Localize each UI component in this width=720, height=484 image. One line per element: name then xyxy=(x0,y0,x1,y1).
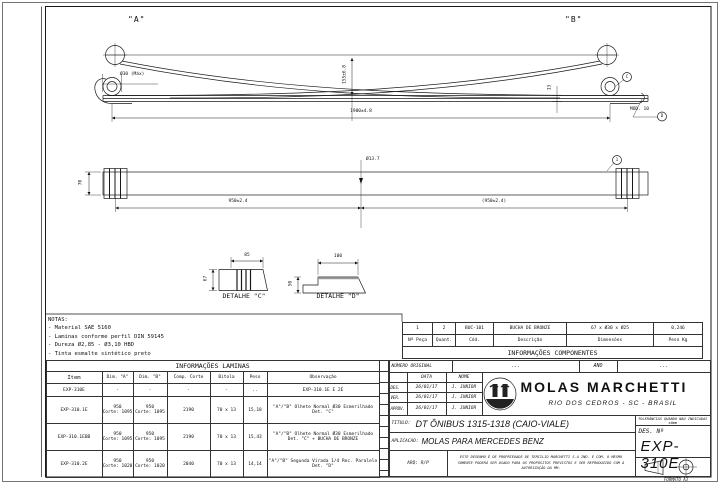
sign-name: J. JUNIOR xyxy=(446,392,483,403)
laminas-header: Peso xyxy=(243,372,267,384)
numero-original-value: ... xyxy=(452,360,580,373)
laminas-row xyxy=(46,397,379,424)
laminas-header: Comp. Corte xyxy=(167,372,210,384)
view-label-a: "A" xyxy=(128,15,146,24)
ano-value: ... xyxy=(617,360,712,373)
laminas-table-title: INFORMAÇÕES LAMINAS xyxy=(46,361,379,372)
laminas-header: Bitola xyxy=(210,372,243,384)
detail-c-view xyxy=(209,257,268,291)
sign-data-header: DATA xyxy=(407,372,447,383)
detail-d-width-dim: 100 xyxy=(333,254,343,259)
projection-cell xyxy=(635,457,712,477)
comp-header: Descrição xyxy=(494,335,567,347)
aplicacao-cell xyxy=(389,432,636,451)
mod-label: MOD. 10 xyxy=(630,107,649,112)
laminas-header: Dim. "A" xyxy=(102,372,133,384)
comp-quant: 2 xyxy=(433,323,456,335)
sign-date: 26/01/17 xyxy=(407,402,447,416)
plan-view xyxy=(85,156,648,229)
formato-label: FORMATO A3 xyxy=(664,476,689,482)
cell-dim-a: 950 Corte: 1095 xyxy=(102,397,133,424)
dim-thickness: 13 xyxy=(547,84,553,91)
titulo-label: TITULO: xyxy=(391,421,411,426)
laminas-header: Item xyxy=(46,372,102,384)
laminas-header: Observação xyxy=(267,372,379,384)
balloon-c: C xyxy=(625,73,629,79)
sign-date: 26/01/17 xyxy=(407,392,447,403)
laminas-table xyxy=(46,360,380,478)
detail-c-height-dim: 67 xyxy=(203,275,209,282)
revision-strip xyxy=(379,360,389,477)
cell-comp: 2190 xyxy=(167,424,210,451)
notes-title: NOTAS: xyxy=(48,317,68,323)
laminas-row xyxy=(46,424,379,451)
detail-d-view xyxy=(294,259,366,293)
laminas-title-row xyxy=(46,361,379,372)
arq-cell: ARQ: R/P xyxy=(389,450,448,477)
cell-dim-b: - xyxy=(133,384,167,397)
dim-center-hole: Ø13.7 xyxy=(366,157,380,162)
laminas-row xyxy=(46,451,379,478)
company-name: MOLAS MARCHETTI xyxy=(520,379,688,395)
cell-comp: 2190 xyxy=(167,397,210,424)
sign-role: DES. xyxy=(389,382,408,393)
des-n-value: EXP-310E xyxy=(640,438,680,472)
title-block xyxy=(389,360,712,477)
comp-cod: BUC-101 xyxy=(456,323,494,335)
balloon-d: D xyxy=(660,113,664,118)
comp-npeca: 1 xyxy=(403,323,433,335)
dim-camber: 155±6.8 xyxy=(342,64,348,84)
detail-c-label: DETALHE "C" xyxy=(222,292,266,300)
aplicacao-value: MOLAS PARA MERCEDES BENZ xyxy=(421,437,544,446)
company-cell xyxy=(482,372,712,416)
cell-dim-b: 950 Corte: 1095 xyxy=(133,397,167,424)
laminas-header-row xyxy=(46,372,379,384)
cell-item: EXP-310.1EBB xyxy=(46,424,102,451)
comp-header: Quant. xyxy=(433,335,456,347)
cell-peso: 15,43 xyxy=(243,424,267,451)
view-label-b: "B" xyxy=(565,15,583,24)
titulo-value: DT ÔNIBUS 1315-1318 (CAIO-VIALE) xyxy=(415,419,570,429)
cell-item: EXP-310.1E xyxy=(46,397,102,424)
comp-header: Nº Peça xyxy=(403,335,433,347)
cell-item: EXP-310.2E xyxy=(46,451,102,478)
components-row-headers xyxy=(403,335,703,347)
detail-d-height-dim: 50 xyxy=(288,280,294,287)
cell-obs: "A"/"B" Olhete Normal Ø30 Esmerilhado Det. "C" xyxy=(267,397,379,424)
components-table xyxy=(402,322,703,359)
des-n-cell xyxy=(635,425,712,472)
comp-dimensoes: 67 x Ø30 x Ø25 xyxy=(567,323,654,335)
numero-original-label: NÚMERO ORIGINAL xyxy=(389,360,453,373)
cell-bitola: - xyxy=(210,384,243,397)
detail-c-width-dim: 85 xyxy=(244,252,250,258)
cell-dim-a: 950 Corte: 1095 xyxy=(102,424,133,451)
cell-dim-a: 950 Corte: 1020 xyxy=(102,451,133,478)
disclaimer-cell: ESTE DESENHO É DE PROPRIEDADE DE TERCILIO MARCHETTI S.A IND. E COM. O MESMO SOMENTE PODERÁ SER USADO PARA OS PROPÓSITOS PREVISTOS E SER REPRODUZIDO COM A AUTORIZAÇÃO DA MM. xyxy=(447,450,636,477)
cell-obs: EXP-310.1E E 2E xyxy=(267,384,379,397)
components-title-row xyxy=(403,347,703,359)
cell-bitola: 70 x 13 xyxy=(210,424,243,451)
dim-eye-diameter: Ø30 (Máx) xyxy=(120,72,145,77)
cell-bitola: 70 x 13 xyxy=(210,451,243,478)
components-row-values xyxy=(403,323,703,335)
note-item: - Tinta esmalte sintético preto xyxy=(48,350,151,357)
des-n-label: DES. Nº xyxy=(638,428,664,435)
cell-peso: 14,14 xyxy=(243,451,267,478)
note-item: - Laminas conforme perfil DIN 59145 xyxy=(48,333,164,340)
sign-date: 26/01/17 xyxy=(407,382,447,393)
company-address: RIO DOS CEDROS - SC - BRASIL xyxy=(548,400,678,407)
cell-dim-b: 950 Corte: 1020 xyxy=(133,451,167,478)
sign-name: J. JUNIOR xyxy=(446,382,483,393)
sign-role: VER. xyxy=(389,392,408,403)
components-table-title: INFORMAÇÕES COMPONENTES xyxy=(403,347,703,359)
laminas-row xyxy=(46,384,379,397)
cell-peso: 15,18 xyxy=(243,397,267,424)
notes-block xyxy=(48,317,164,359)
laminas-header: Dim. "B" xyxy=(133,372,167,384)
ano-label: ANO xyxy=(579,360,618,373)
comp-header: Cód. xyxy=(456,335,494,347)
comp-header: Peso Kg xyxy=(654,335,703,347)
sign-nome-header: NOME xyxy=(446,372,483,383)
cell-item: EXP-310E xyxy=(46,384,102,397)
dim-width: 70 xyxy=(78,179,84,186)
cell-comp: 2040 xyxy=(167,451,210,478)
sign-name: J. JUNIOR xyxy=(446,402,483,416)
balloon-1: 1 xyxy=(615,156,619,162)
comp-peso: 0,246 xyxy=(654,323,703,335)
cell-obs: "A"/"B" Segunda Virada 1/4 Rec. Paralelo Det. "D" xyxy=(267,451,379,478)
cell-comp: - xyxy=(167,384,210,397)
cell-peso: .. xyxy=(243,384,267,397)
tolerancias-cell: TOLERÂNCIAS QUANDO NAO INDICADAS ±0mm xyxy=(635,415,712,426)
aplicacao-label: APLICACAO: xyxy=(391,439,419,444)
comp-header: Dimensões xyxy=(567,335,654,347)
cell-bitola: 70 x 13 xyxy=(210,397,243,424)
dim-length: 1900±4.8 xyxy=(350,109,372,114)
note-item: - Material SAE 5160 xyxy=(48,325,111,332)
sign-role: APROV. xyxy=(389,402,408,416)
titulo-cell xyxy=(389,415,636,433)
cell-obs: "A"/"B" Olhete Normal Ø30 Esmerilhado Det. "C" + BUCHA DE BRONZE xyxy=(267,424,379,451)
comp-descricao: BUCHA DE BRONZE xyxy=(494,323,567,335)
dim-half-left: 950±2.4 xyxy=(228,199,248,204)
detail-d-label: DETALHE "D" xyxy=(316,292,360,300)
dim-half-right: (950±2.4) xyxy=(481,199,507,204)
cell-dim-a: - xyxy=(102,384,133,397)
cell-dim-b: 950 Corte: 1095 xyxy=(133,424,167,451)
note-item: - Dureza Ø2,85 - Ø3,10 HBD xyxy=(48,342,135,349)
